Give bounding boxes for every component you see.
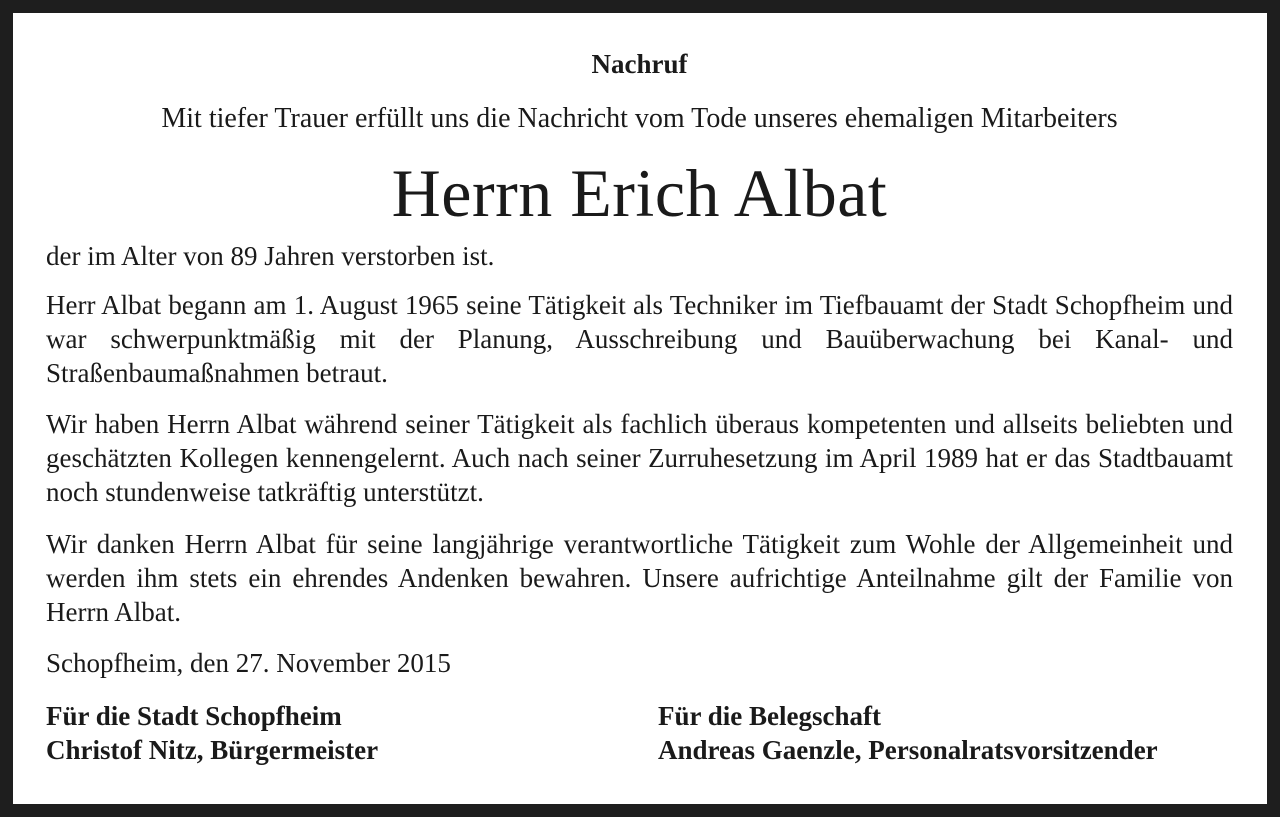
place-date: Schopfheim, den 27. November 2015: [46, 648, 451, 678]
paragraph-appreciation: Wir haben Herrn Albat während seiner Tätigkeit als fachlich überaus kompetenten und allseits beliebten und geschätzten Kollegen kennengelernt. Auch nach seiner Zurruhesetzung im April 1989 hat er das Stadtbauamt noch stundenweise tatkräftig unterstützt.: [46, 409, 1233, 507]
obituary-notice: [13, 13, 1267, 804]
notice-heading: Nachruf: [591, 49, 688, 79]
paragraph-thanks: Wir danken Herrn Albat für seine langjährige verantwortliche Tätigkeit zum Wohle der Allgemeinheit und werden ihm stets ein ehrendes Andenken bewahren. Unsere aufrichtige Anteilnahme gilt der Familie von Herrn Albat.: [46, 529, 1233, 627]
signature-staff-org: Für die Belegschaft: [658, 701, 881, 731]
deceased-name: Herrn Erich Albat: [391, 155, 888, 231]
age-line: der im Alter von 89 Jahren verstorben ist.: [46, 241, 495, 271]
signature-staff-person: Andreas Gaenzle, Personalratsvorsitzender: [658, 735, 1158, 765]
signature-city-org: Für die Stadt Schopfheim: [46, 701, 342, 731]
signature-city-person: Christof Nitz, Bürgermeister: [46, 735, 379, 765]
signature-city: [46, 699, 378, 767]
paragraph-career: Herr Albat begann am 1. August 1965 seine Tätigkeit als Techniker im Tiefbauamt der Stadt Schopfheim und war schwerpunktmäßig mit der Planung, Ausschreibung und Bauüberwachung bei Kanal- und Straßenbaumaßnahmen betraut.: [46, 290, 1233, 388]
intro-line: Mit tiefer Trauer erfüllt uns die Nachricht vom Tode unseres ehemaligen Mitarbeiters: [161, 103, 1118, 134]
signature-staff: [658, 699, 1158, 767]
